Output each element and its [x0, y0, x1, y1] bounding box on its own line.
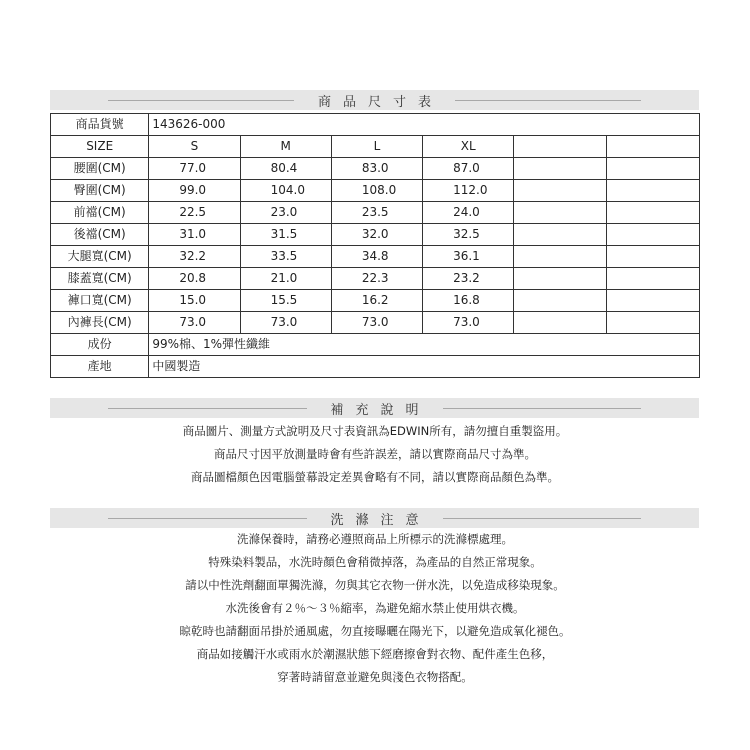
measurement-value	[514, 202, 606, 224]
supplement-notes	[50, 420, 700, 489]
measurement-value: 73.0	[423, 312, 514, 334]
wash-notes	[50, 528, 700, 689]
measurement-value: 23.2	[423, 268, 514, 290]
measurement-value	[606, 224, 699, 246]
measurement-value: 15.5	[240, 290, 331, 312]
measurement-label: 膝蓋寬(CM)	[51, 268, 149, 290]
measurement-value	[606, 312, 699, 334]
divider-line	[108, 518, 307, 519]
measurement-row	[51, 312, 700, 334]
size-cell: XL	[423, 136, 514, 158]
size-cell	[606, 136, 699, 158]
measurement-value: 33.5	[240, 246, 331, 268]
divider-line	[443, 408, 642, 409]
measurement-value: 104.0	[240, 180, 331, 202]
measurement-value	[606, 290, 699, 312]
note-line: 商品圖檔顏色因電腦螢幕設定差異會略有不同，請以實際商品顏色為準。	[191, 470, 559, 484]
measurement-value: 22.3	[331, 268, 422, 290]
measurement-row	[51, 290, 700, 312]
wash-line: 晾乾時也請翻面吊掛於通風處，勿直接曝曬在陽光下，以避免造成氧化褪色。	[179, 624, 571, 638]
wash-header	[50, 508, 699, 528]
measurement-label: 大腿寬(CM)	[51, 246, 149, 268]
origin-value: 中國製造	[149, 356, 700, 378]
measurement-value	[514, 224, 606, 246]
note-line: 商品尺寸因平放測量時會有些許誤差，請以實際商品尺寸為準。	[214, 447, 536, 461]
size-cell: S	[149, 136, 240, 158]
measurement-value: 73.0	[149, 312, 240, 334]
divider-line	[443, 518, 642, 519]
measurement-row	[51, 158, 700, 180]
material-label: 成份	[51, 334, 149, 356]
divider-line	[108, 100, 294, 101]
measurement-label: 內褲長(CM)	[51, 312, 149, 334]
measurement-value	[606, 180, 699, 202]
measurement-value: 73.0	[240, 312, 331, 334]
material-value: 99%棉、1%彈性纖維	[149, 334, 700, 356]
measurement-value: 36.1	[423, 246, 514, 268]
supplement-title: 補充說明	[330, 402, 431, 418]
size-header-label: SIZE	[51, 136, 149, 158]
measurement-value: 24.0	[423, 202, 514, 224]
measurement-value: 21.0	[240, 268, 331, 290]
measurement-label: 前襠(CM)	[51, 202, 149, 224]
size-chart-header	[50, 90, 699, 110]
measurement-value: 16.2	[331, 290, 422, 312]
measurement-row	[51, 246, 700, 268]
size-cell: L	[331, 136, 422, 158]
measurement-value: 32.0	[331, 224, 422, 246]
wash-line: 商品如接觸汗水或雨水於潮濕狀態下經磨擦會對衣物、配件產生色移，	[196, 647, 554, 661]
measurement-value	[606, 158, 699, 180]
sku-value: 143626-000	[149, 114, 700, 136]
measurement-row	[51, 268, 700, 290]
measurement-value: 87.0	[423, 158, 514, 180]
divider-line	[108, 408, 307, 409]
measurement-row	[51, 224, 700, 246]
measurement-label: 褲口寬(CM)	[51, 290, 149, 312]
measurement-value: 73.0	[331, 312, 422, 334]
size-cell	[514, 136, 606, 158]
measurement-value	[606, 202, 699, 224]
measurement-value: 34.8	[331, 246, 422, 268]
measurement-label: 後襠(CM)	[51, 224, 149, 246]
measurement-value	[514, 158, 606, 180]
measurement-value: 83.0	[331, 158, 422, 180]
measurement-value	[514, 246, 606, 268]
wash-line: 穿著時請留意並避免與淺色衣物搭配。	[277, 670, 473, 684]
measurement-value: 20.8	[149, 268, 240, 290]
measurement-value	[606, 268, 699, 290]
sku-row	[51, 114, 700, 136]
supplement-header	[50, 398, 699, 418]
measurement-value: 31.0	[149, 224, 240, 246]
measurement-value: 32.2	[149, 246, 240, 268]
measurement-value: 80.4	[240, 158, 331, 180]
size-table	[50, 113, 700, 378]
measurement-row	[51, 202, 700, 224]
measurement-value: 77.0	[149, 158, 240, 180]
measurement-value	[514, 268, 606, 290]
measurement-label: 臀圍(CM)	[51, 180, 149, 202]
wash-line: 洗滌保養時，請務必遵照商品上所標示的洗滌標處理。	[237, 532, 513, 546]
measurement-value: 108.0	[331, 180, 422, 202]
measurement-value: 31.5	[240, 224, 331, 246]
measurement-value	[606, 246, 699, 268]
origin-label: 產地	[51, 356, 149, 378]
sku-label: 商品貨號	[51, 114, 149, 136]
measurement-value: 22.5	[149, 202, 240, 224]
measurement-label: 腰圍(CM)	[51, 158, 149, 180]
material-row	[51, 334, 700, 356]
wash-line: 特殊染料製品，水洗時顏色會稍微掉落，為產品的自然正常現象。	[208, 555, 542, 569]
measurement-value	[514, 312, 606, 334]
measurement-value: 99.0	[149, 180, 240, 202]
wash-line: 請以中性洗劑翻面單獨洗滌，勿與其它衣物一併水洗，以免造成移染現象。	[185, 578, 565, 592]
size-header-row	[51, 136, 700, 158]
measurement-value	[514, 180, 606, 202]
wash-title: 洗滌注意	[330, 512, 431, 528]
divider-line	[455, 100, 641, 101]
measurement-value: 23.0	[240, 202, 331, 224]
measurement-value: 112.0	[423, 180, 514, 202]
origin-row	[51, 356, 700, 378]
wash-line: 水洗後會有２％～３％縮率，為避免縮水禁止使用烘衣機。	[225, 601, 525, 615]
note-line: 商品圖片、測量方式說明及尺寸表資訊為EDWIN所有，請勿擅自重製盜用。	[182, 424, 568, 438]
measurement-value	[514, 290, 606, 312]
measurement-row	[51, 180, 700, 202]
measurement-value: 32.5	[423, 224, 514, 246]
size-chart-title: 商品尺寸表	[318, 94, 444, 110]
size-cell: M	[240, 136, 331, 158]
measurement-value: 23.5	[331, 202, 422, 224]
measurement-value: 15.0	[149, 290, 240, 312]
measurement-value: 16.8	[423, 290, 514, 312]
